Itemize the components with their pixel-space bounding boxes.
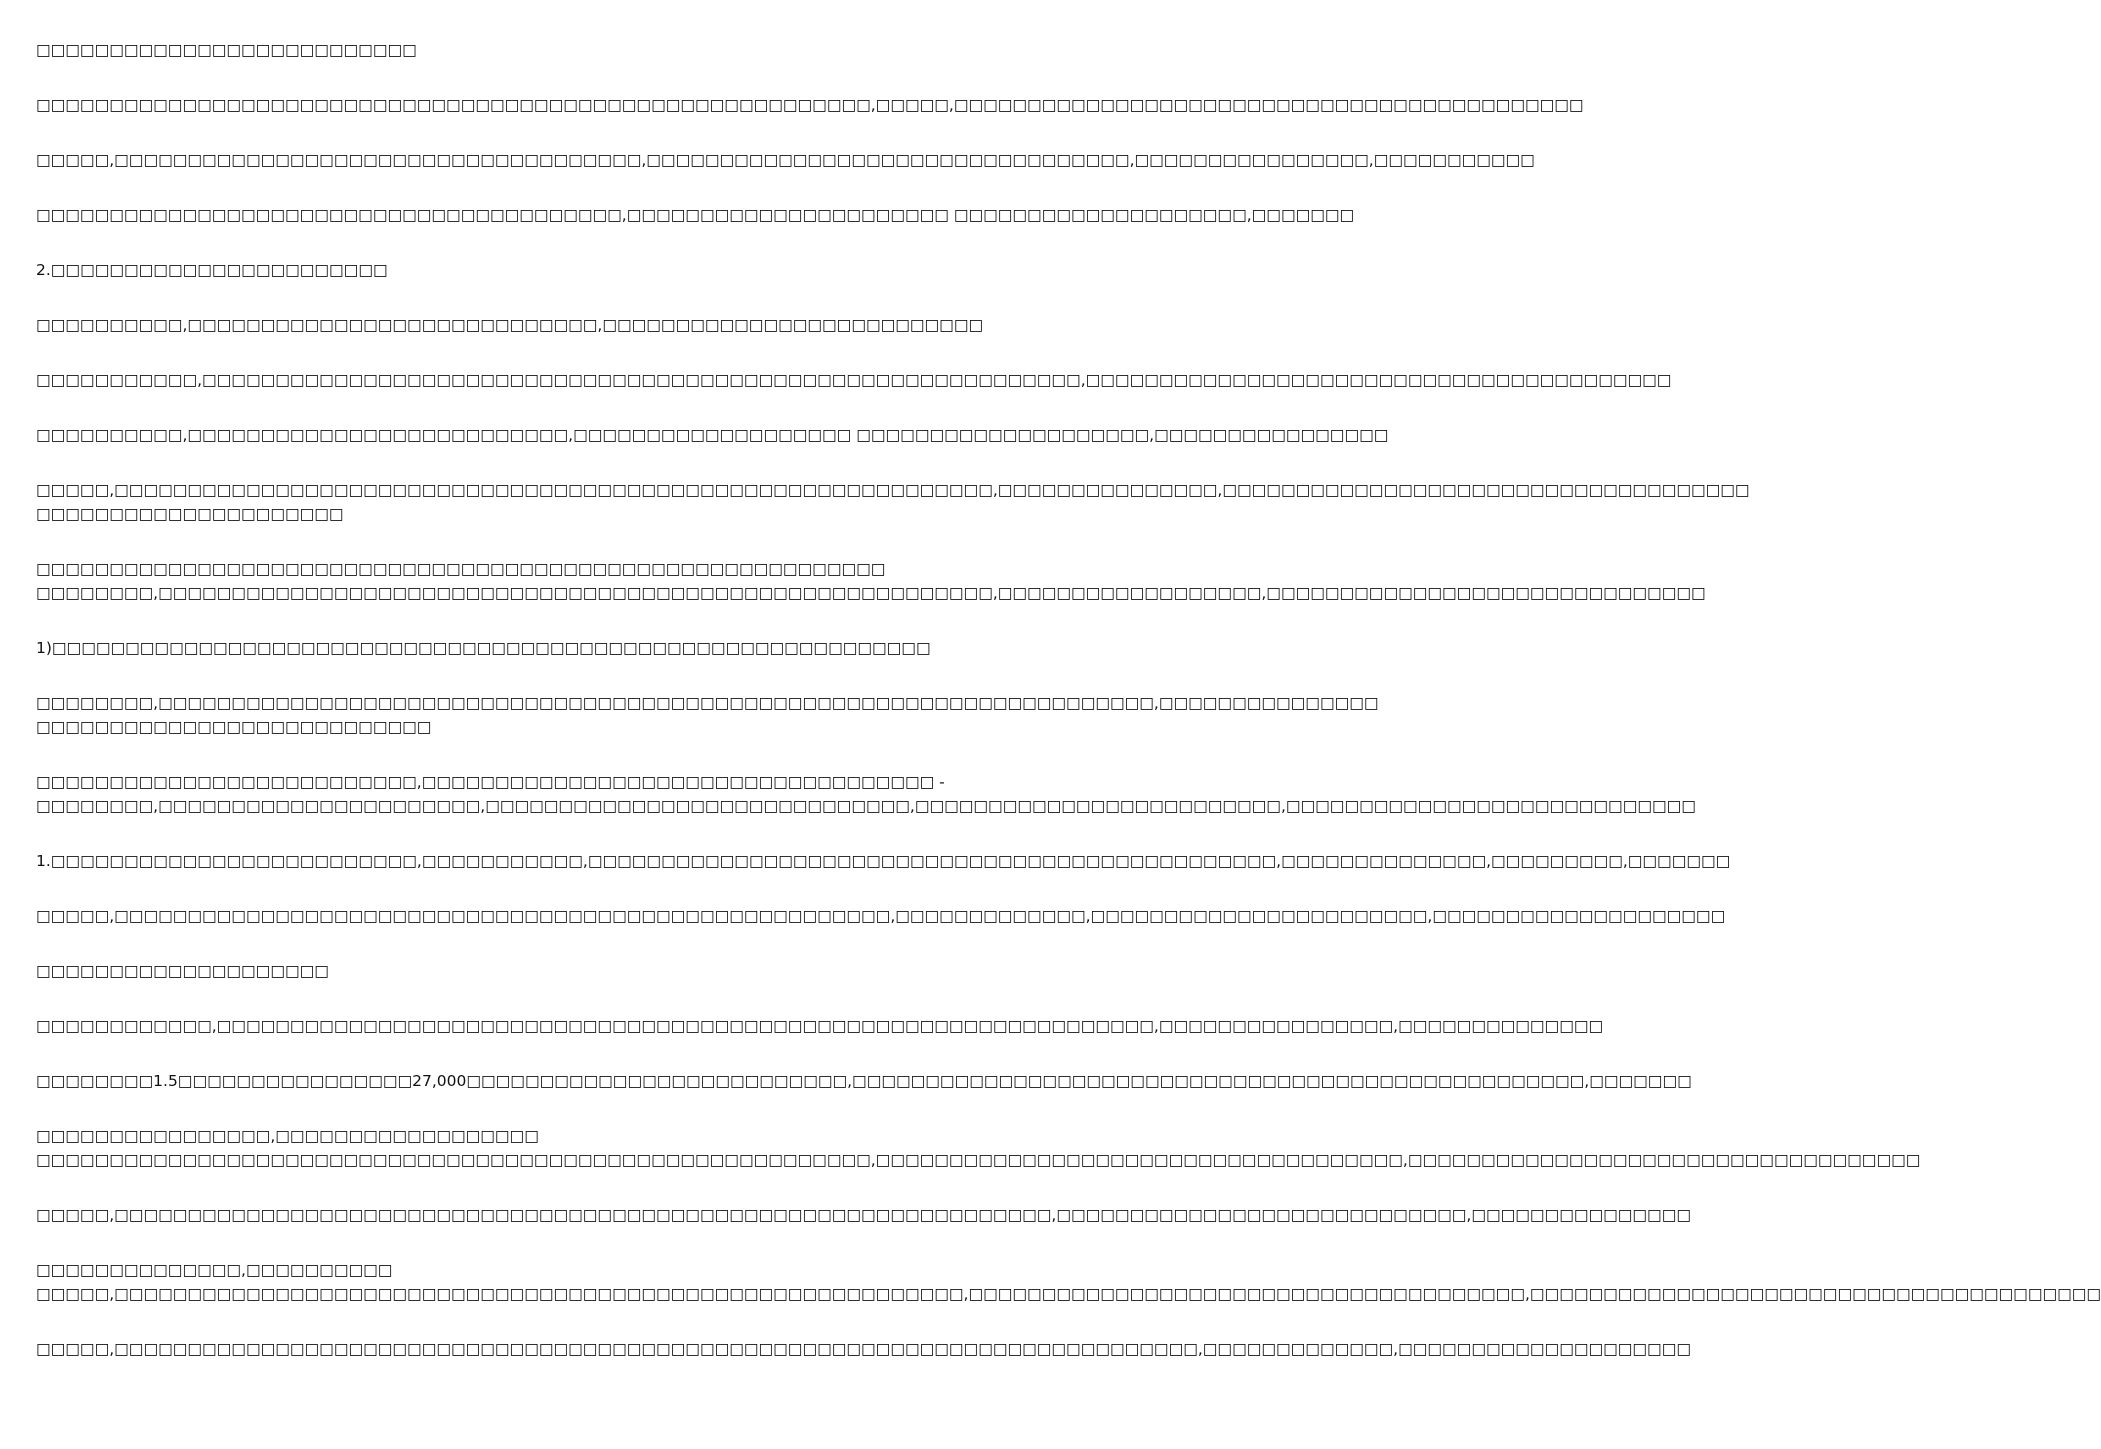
paragraph-line: □□□□□□□□□□□□□□□□□□□□□□□□□□□□□□□□□□□□□□□□□□□□□□□□□□□□□□□□□□ (36, 560, 886, 578)
paragraph-line: □□□□□□□□□□,□□□□□□□□□□□□□□□□□□□□□□□□□□□□,□□□□□□□□□□□□□□□□□□□□□□□□□□ (36, 316, 984, 334)
paragraph-line: □□□□□□□□□□□□□□□□□□□□□□□□□□,□□□□□□□□□□□□□□□□□□□□□□□□□□□□□□□□□□□ - (36, 773, 945, 791)
paragraph-line: □□□□□□□□1.5□□□□□□□□□□□□□□□□27,000□□□□□□□□□□□□□□□□□□□□□□□□□□,□□□□□□□□□□□□□□□□□□□□□□□□□□□□□□□□□□□□□□□□□□□□□□□□□□,□□□□□□□ (36, 1072, 1692, 1090)
paragraph-line: □□□□□,□□□□□□□□□□□□□□□□□□□□□□□□□□□□□□□□□□□□,□□□□□□□□□□□□□□□□□□□□□□□□□□□□□□□□□,□□□□□□□□□□□□□□□□,□□□□□□□□□□□ (36, 151, 1535, 169)
paragraph-17 (36, 1014, 1604, 1038)
paragraph-line: □□□□□□□□□□□□□□□□□□□□□□□□□□□□□□□□□□□□□□□□□□□□□□□□□□□□□□□□□,□□□□□□□□□□□□□□□□□□□□□□□□□□□□□□□□□□□□,□□□□□□□□□□□□□□□□□□□□□□□□□□□□□□□□□□□ (36, 1151, 1921, 1169)
paragraph-line: □□□□□□□□□□□□□□□□□□□□□□□□□□□□□□□□□□□□□□□□□□□□□□□□□□□□□□□□□,□□□□□,□□□□□□□□□□□□□□□□□□□□□□□□□□□□□□□□□□□□□□□□□□□ (36, 96, 1584, 114)
paragraph-19 (36, 1124, 1921, 1172)
paragraph-line: 1)□□□□□□□□□□□□□□□□□□□□□□□□□□□□□□□□□□□□□□□□□□□□□□□□□□□□□□□□□□□□ (36, 639, 931, 657)
paragraph-9 (36, 478, 1750, 526)
paragraph-line: □□□□□□□□□□□□,□□□□□□□□□□□□□□□□□□□□□□□□□□□□□□□□□□□□□□□□□□□□□□□□□□□□□□□□□□□□□□□□,□□□□□□□□□□□□□□□□,□□□□□□□□□□□□□□ (36, 1017, 1604, 1035)
paragraph-line: □□□□□,□□□□□□□□□□□□□□□□□□□□□□□□□□□□□□□□□□□□□□□□□□□□□□□□□□□□□□□□□□□□□□□□,□□□□□□□□□□□□□□□□□□□□□□□□□□□□,□□□□□□□□□□□□□□□ (36, 1206, 1691, 1224)
paragraph-line: □□□□□□□□□□□□□□□□□□□□ (36, 962, 329, 980)
document-body (36, 38, 2101, 1392)
paragraph-4 (36, 203, 1355, 227)
paragraph-7 (36, 368, 1672, 392)
paragraph-line: □□□□□□□□□□□□□□□□□□□□□□□□□□□ (36, 718, 432, 736)
paragraph-3 (36, 148, 1535, 172)
paragraph-21 (36, 1258, 2101, 1306)
paragraph-line: 1.□□□□□□□□□□□□□□□□□□□□□□□□□,□□□□□□□□□□□,□□□□□□□□□□□□□□□□□□□□□□□□□□□□□□□□□□□□□□□□□□□□□□□,□□□□□□□□□□□□□□,□□□□□□□□□,□□□□□□□ (36, 852, 1731, 870)
paragraph-12 (36, 691, 1379, 739)
paragraph-line: 2.□□□□□□□□□□□□□□□□□□□□□□□ (36, 261, 388, 279)
paragraph-13 (36, 770, 1696, 818)
paragraph-line: □□□□□□□□□□□□□□□□□□□□□□□□□□ (36, 41, 417, 59)
paragraph-line: □□□□□□□□,□□□□□□□□□□□□□□□□□□□□□□□□□□□□□□□□□□□□□□□□□□□□□□□□□□□□□□□□□,□□□□□□□□□□□□□□□□□□,□□□□□□□□□□□□□□□□□□□□□□□□□□□□□□ (36, 584, 1706, 602)
paragraph-line: □□□□□□□□□□□□□□□□□□□□□ (36, 505, 344, 523)
paragraph-20 (36, 1203, 1691, 1227)
paragraph-15 (36, 904, 1726, 928)
paragraph-line: □□□□□□□□□□□,□□□□□□□□□□□□□□□□□□□□□□□□□□□□□□□□□□□□□□□□□□□□□□□□□□□□□□□□□□□□,□□□□□□□□□□□□□□□□□□□□□□□□□□□□□□□□□□□□□□□□ (36, 371, 1672, 389)
paragraph-line: □□□□□□□□,□□□□□□□□□□□□□□□□□□□□□□,□□□□□□□□□□□□□□□□□□□□□□□□□□□□□,□□□□□□□□□□□□□□□□□□□□□□□□□,□□□□□□□□□□□□□□□□□□□□□□□□□□□□ (36, 797, 1696, 815)
paragraph-line: □□□□□,□□□□□□□□□□□□□□□□□□□□□□□□□□□□□□□□□□□□□□□□□□□□□□□□□□□□□□□□□□,□□□□□□□□□□□□□□□□□□□□□□□□□□□□□□□□□□□□□□,□□□□□□□□□□□□□□□□□□□□□□□□□□□□□□□□□□□□□□□ (36, 1285, 2101, 1303)
paragraph-line: □□□□□□□□□□□□□□,□□□□□□□□□□ (36, 1261, 393, 1279)
paragraph-line: □□□□□,□□□□□□□□□□□□□□□□□□□□□□□□□□□□□□□□□□□□□□□□□□□□□□□□□□□□□□□□□□□□,□□□□□□□□□□□□□□□,□□□□□□□□□□□□□□□□□□□□□□□□□□□□□□□□□□□□ (36, 481, 1750, 499)
paragraph-6 (36, 313, 988, 337)
paragraph-22 (36, 1337, 1691, 1361)
paragraph-line: □□□□□□□□□□,□□□□□□□□□□□□□□□□□□□□□□□□□□,□□□□□□□□□□□□□□□□□□□ □□□□□□□□□□□□□□□□□□□□,□□□□□□□□□□□□□□□□ (36, 426, 1389, 444)
paragraph-line: □□□□□□□□,□□□□□□□□□□□□□□□□□□□□□□□□□□□□□□□□□□□□□□□□□□□□□□□□□□□□□□□□□□□□□□□□□□□□,□□□□□□□□□□□□□□□ (36, 694, 1379, 712)
paragraph-10 (36, 557, 1706, 605)
paragraph-line: □□□□□□□□□□□□□□□□,□□□□□□□□□□□□□□□□□□ (36, 1127, 539, 1145)
paragraph-1 (36, 38, 988, 62)
numbered-item-1 (36, 849, 1731, 873)
paragraph-16 (36, 959, 988, 983)
paragraph-line: □□□□□□□□□□□□□□□□□□□□□□□□□□□□□□□□□□□□□□□□,□□□□□□□□□□□□□□□□□□□□□□ □□□□□□□□□□□□□□□□□□□□,□□□□□□□ (36, 206, 1355, 224)
paragraph-18 (36, 1069, 1692, 1093)
paragraph-line: □□□□□,□□□□□□□□□□□□□□□□□□□□□□□□□□□□□□□□□□□□□□□□□□□□□□□□□□□□□,□□□□□□□□□□□□□,□□□□□□□□□□□□□□□□□□□□□□□,□□□□□□□□□□□□□□□□□□□□ (36, 907, 1726, 925)
paragraph-8 (36, 423, 1389, 447)
paragraph-2 (36, 93, 1584, 117)
section-heading-2 (36, 258, 988, 282)
list-item-1 (36, 636, 988, 660)
paragraph-line: □□□□□,□□□□□□□□□□□□□□□□□□□□□□□□□□□□□□□□□□□□□□□□□□□□□□□□□□□□□□□□□□□□□□□□□□□□□□□□□□,□□□□□□□□□□□□□,□□□□□□□□□□□□□□□□□□□□ (36, 1340, 1691, 1358)
